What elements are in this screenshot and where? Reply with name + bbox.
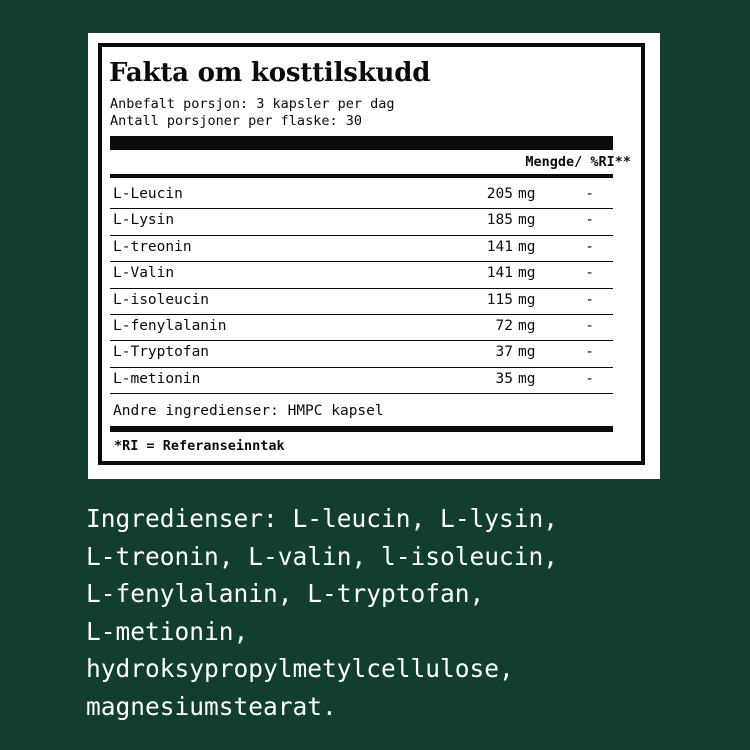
column-header: Mengde/ %RI** xyxy=(525,154,631,170)
nutrient-ri: - xyxy=(585,212,594,229)
other-ingredients: Andre ingredienser: HMPC kapsel xyxy=(113,403,384,419)
ingredients-line: L-treonin, L-valin, l-isoleucin, xyxy=(86,541,559,571)
divider-thick xyxy=(110,136,613,150)
ingredients-line: magnesiumstearat. xyxy=(86,691,337,721)
nutrient-amount: 141 xyxy=(486,265,513,282)
nutrient-ri: - xyxy=(585,370,594,387)
divider-medium xyxy=(110,174,613,178)
nutrient-name: L-Valin xyxy=(113,265,175,282)
table-row xyxy=(110,262,613,288)
nutrient-amount: 115 xyxy=(486,291,513,308)
ingredients-list xyxy=(86,500,726,725)
nutrient-name: L-metionin xyxy=(113,370,201,387)
ingredients-line: L-metionin, xyxy=(86,616,249,646)
nutrient-table xyxy=(110,183,613,394)
table-row xyxy=(110,315,613,341)
nutrient-unit: mg xyxy=(518,265,536,282)
nutrient-amount: 141 xyxy=(486,238,513,255)
nutrient-amount: 37 xyxy=(495,344,513,361)
table-row xyxy=(110,236,613,262)
nutrient-amount: 185 xyxy=(486,212,513,229)
nutrient-ri: - xyxy=(585,238,594,255)
nutrient-ri: - xyxy=(585,291,594,308)
divider-bottom xyxy=(110,426,613,432)
supplement-facts-card xyxy=(88,33,660,479)
ri-footnote: *RI = Referanseinntak xyxy=(114,438,285,454)
table-row xyxy=(110,368,613,394)
nutrient-name: L-Lysin xyxy=(113,212,175,229)
nutrient-ri: - xyxy=(585,317,594,334)
servings-per-container: Antall porsjoner per flaske: 30 xyxy=(110,113,362,129)
serving-size: Anbefalt porsjon: 3 kapsler per dag xyxy=(110,96,395,112)
nutrient-name: L-isoleucin xyxy=(113,291,210,308)
nutrient-name: L-treonin xyxy=(113,238,192,255)
nutrient-amount: 72 xyxy=(495,317,513,334)
nutrient-name: L-Leucin xyxy=(113,186,183,202)
nutrient-name: L-Tryptofan xyxy=(113,344,210,361)
nutrient-unit: mg xyxy=(518,212,536,229)
nutrient-ri: - xyxy=(585,265,594,282)
nutrient-unit: mg xyxy=(518,186,536,202)
nutrient-unit: mg xyxy=(518,344,536,361)
nutrient-amount: 205 xyxy=(486,186,513,202)
ingredients-line: L-fenylalanin, L-tryptofan, xyxy=(86,579,485,608)
ingredients-line: hydroksypropylmetylcellulose, xyxy=(86,654,514,683)
nutrient-unit: mg xyxy=(518,238,536,255)
nutrient-unit: mg xyxy=(518,370,536,387)
nutrient-ri: - xyxy=(585,186,594,202)
nutrient-ri: - xyxy=(585,344,594,361)
table-row xyxy=(110,209,613,235)
nutrient-amount: 35 xyxy=(495,370,513,387)
ingredients-line: Ingredienser: L-leucin, L-lysin, xyxy=(86,504,559,533)
nutrient-unit: mg xyxy=(518,291,536,308)
table-row xyxy=(110,341,613,367)
table-row xyxy=(110,289,613,315)
nutrient-name: L-fenylalanin xyxy=(113,317,227,334)
facts-title: Fakta om kosttilskudd xyxy=(109,58,431,88)
table-row xyxy=(110,183,613,209)
nutrient-unit: mg xyxy=(518,317,536,334)
